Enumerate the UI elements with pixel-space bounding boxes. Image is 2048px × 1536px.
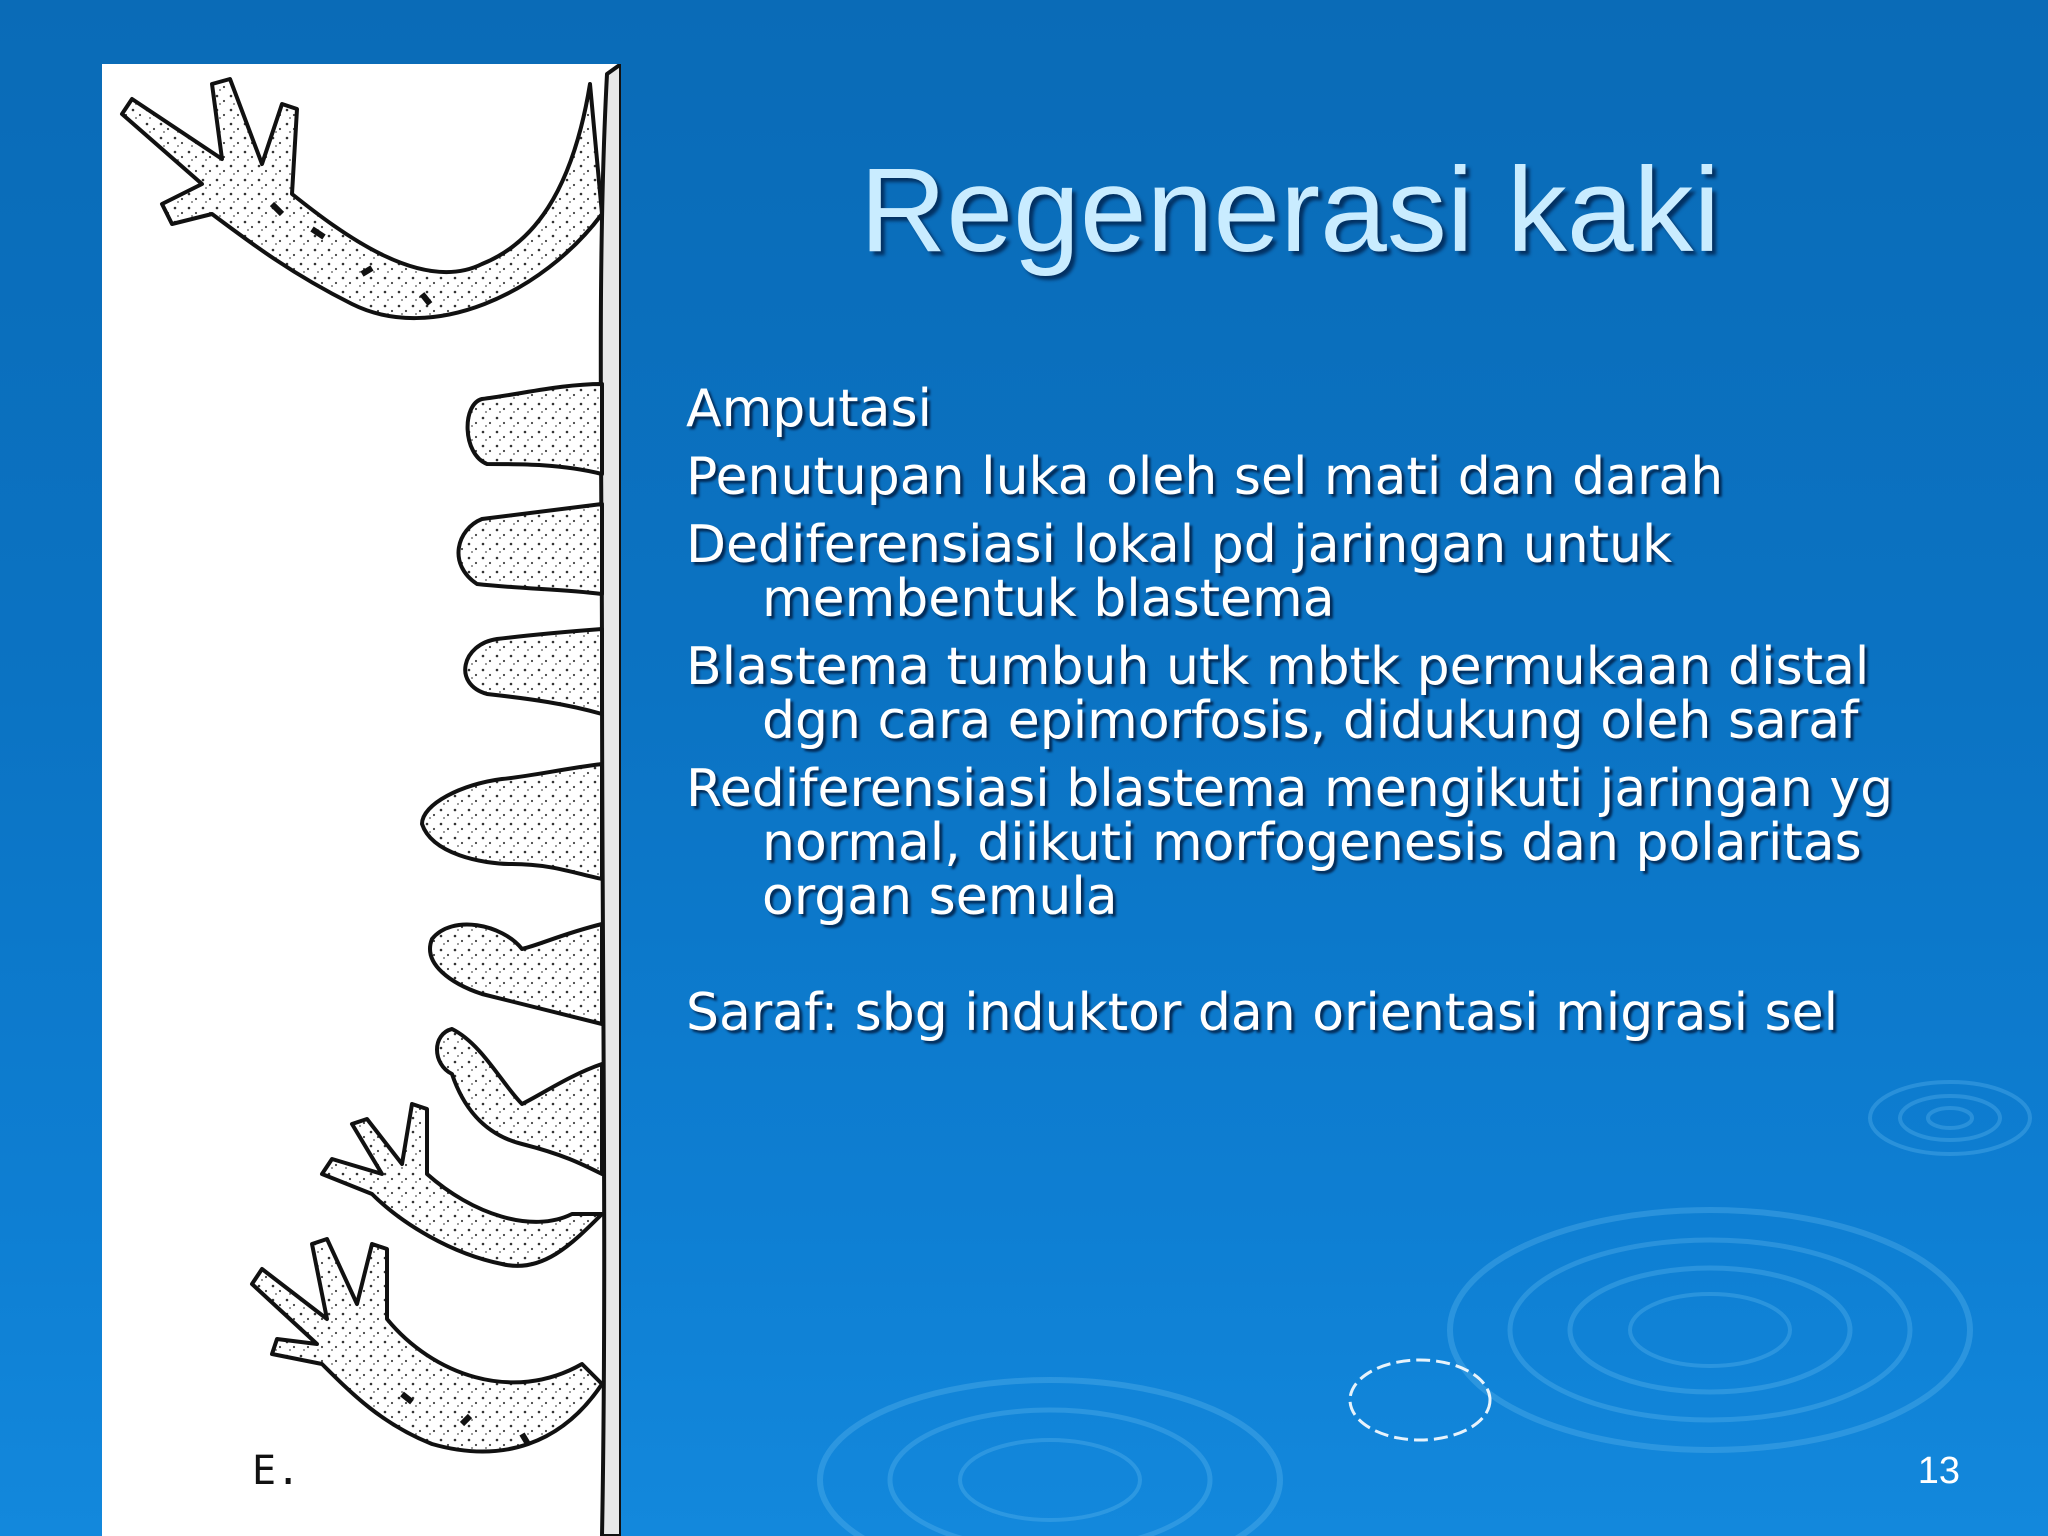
bullet-item: Dediferensiasi lokal pd jaringan untuk membentuk blastema	[686, 515, 1673, 629]
bullet-item: Amputasi	[686, 379, 932, 439]
bullet-item: Blastema tumbuh utk mbtk permukaan distal dgn cara epimorfosis, didukung oleh saraf	[686, 637, 1870, 751]
bullet-item: Penutupan luka oleh sel mati dan darah	[686, 447, 1724, 507]
limb-stages-illustration	[102, 64, 621, 1536]
limb-regeneration-figure	[102, 64, 621, 1536]
figure-caption-letter: E.	[252, 1448, 301, 1494]
bullet-item: Rediferensiasi blastema mengikuti jaringan yg normal, diikuti morfogenesis dan polaritas organ semula	[686, 759, 1894, 927]
bullet-list	[686, 379, 1966, 1054]
bullet-item: Saraf: sbg induktor dan orientasi migrasi sel	[686, 983, 1839, 1043]
slide-number: 13	[1917, 1450, 1960, 1492]
slide-title: Regenerasi kaki	[859, 143, 1721, 277]
